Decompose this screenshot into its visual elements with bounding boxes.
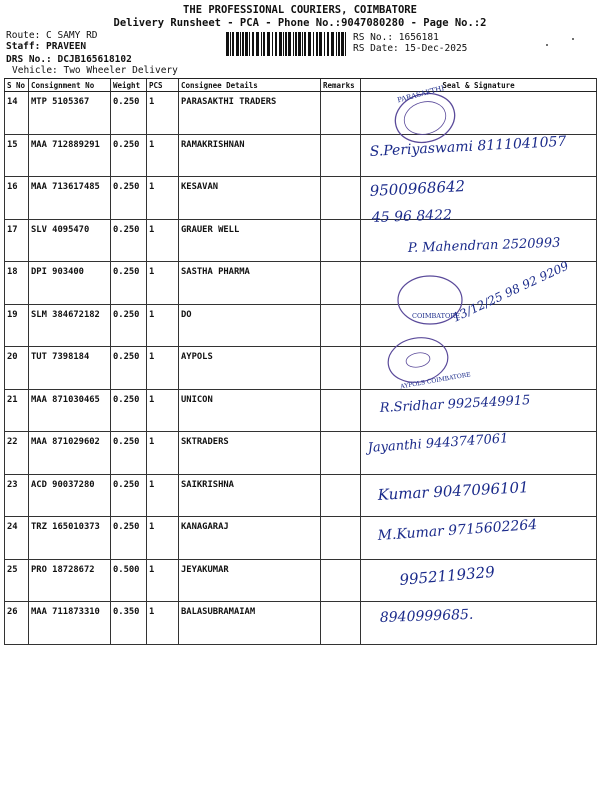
staff-label: Staff: PRAVEEN [6, 41, 87, 52]
row-signature [361, 92, 597, 135]
row-remarks [321, 517, 361, 560]
row-pcs: 1 [147, 134, 179, 177]
row-pcs: 1 [147, 432, 179, 475]
row-consignee: SKTRADERS [179, 432, 321, 475]
table-row [5, 474, 597, 517]
row-remarks [321, 559, 361, 602]
row-pcs: 1 [147, 219, 179, 262]
row-signature [361, 134, 597, 177]
row-weight: 0.250 [111, 177, 147, 220]
row-sno: 24 [5, 517, 29, 560]
col-consignment: Consignment No [29, 79, 111, 92]
row-consignment-no: TRZ 165010373 [29, 517, 111, 560]
row-remarks [321, 347, 361, 390]
row-consignment-no: DPI 903400 [29, 262, 111, 305]
row-consignment-no: SLV 4095470 [29, 219, 111, 262]
row-pcs: 1 [147, 304, 179, 347]
table-header-row [5, 79, 597, 92]
row-consignee: SASTHA PHARMA [179, 262, 321, 305]
row-weight: 0.250 [111, 432, 147, 475]
row-weight: 0.250 [111, 517, 147, 560]
row-remarks [321, 92, 361, 135]
runsheet-table [4, 78, 597, 645]
table-row [5, 92, 597, 135]
row-consignee: PARASAKTHI TRADERS [179, 92, 321, 135]
row-consignment-no: MAA 713617485 [29, 177, 111, 220]
row-weight: 0.250 [111, 134, 147, 177]
row-sno: 25 [5, 559, 29, 602]
row-consignment-no: MAA 711873310 [29, 602, 111, 645]
handwriting-24b: M.Kumar 9715602264 [377, 516, 538, 544]
row-consignee: DO [179, 304, 321, 347]
row-weight: 0.250 [111, 262, 147, 305]
stamp-text: PARASAKTHI [396, 84, 446, 105]
row-remarks [321, 177, 361, 220]
row-remarks [321, 389, 361, 432]
row-pcs: 1 [147, 517, 179, 560]
rs-date: RS Date: 15-Dec-2025 [353, 43, 468, 54]
row-sno: 21 [5, 389, 29, 432]
table-row [5, 602, 597, 645]
row-sno: 23 [5, 474, 29, 517]
handwriting-19: 13/12/25 98 92 9209 [450, 258, 571, 325]
row-signature [361, 262, 597, 305]
row-consignment-no: SLM 384672182 [29, 304, 111, 347]
speck-mark [546, 44, 548, 46]
row-consignment-no: ACD 90037280 [29, 474, 111, 517]
handwriting-24: Kumar 9047096101 [377, 478, 530, 504]
stamp-text: AYPOLS COIMBATORE [399, 371, 472, 391]
handwriting-16b: 45 96 8422 [371, 207, 453, 226]
row-sno: 20 [5, 347, 29, 390]
col-sno: S No [5, 79, 29, 92]
row-sno: 16 [5, 177, 29, 220]
row-pcs: 1 [147, 474, 179, 517]
row-remarks [321, 262, 361, 305]
col-weight: Weight [111, 79, 147, 92]
drs-number: DRS No.: DCJB165618102 [6, 54, 132, 65]
col-remarks: Remarks [321, 79, 361, 92]
rs-number: RS No.: 1656181 [353, 32, 439, 43]
row-consignee: BALASUBRAMAIAM [179, 602, 321, 645]
row-pcs: 1 [147, 177, 179, 220]
barcode-icon [226, 32, 350, 56]
table-row [5, 432, 597, 475]
table-row [5, 177, 597, 220]
row-signature [361, 474, 597, 517]
row-sno: 15 [5, 134, 29, 177]
row-remarks [321, 432, 361, 475]
row-signature [361, 177, 597, 220]
row-pcs: 1 [147, 92, 179, 135]
table-row [5, 517, 597, 560]
row-remarks [321, 304, 361, 347]
row-signature [361, 347, 597, 390]
col-signature: Seal & Signature [361, 79, 597, 92]
row-weight: 0.500 [111, 559, 147, 602]
row-pcs: 1 [147, 389, 179, 432]
row-signature [361, 559, 597, 602]
table-row [5, 347, 597, 390]
row-pcs: 1 [147, 347, 179, 390]
handwriting-16a: 9500968642 [369, 177, 466, 200]
row-signature [361, 304, 597, 347]
col-consignee: Consignee Details [179, 79, 321, 92]
row-consignment-no: MAA 712889291 [29, 134, 111, 177]
row-consignee: JEYAKUMAR [179, 559, 321, 602]
vehicle-label: Vehicle: Two Wheeler Delivery [12, 65, 178, 76]
table-row [5, 134, 597, 177]
table-row [5, 304, 597, 347]
row-consignee: SAIKRISHNA [179, 474, 321, 517]
row-sno: 19 [5, 304, 29, 347]
speck-mark [572, 38, 574, 40]
handwriting-18: P. Mahendran 2520993 [407, 235, 561, 256]
row-weight: 0.250 [111, 219, 147, 262]
table-row [5, 389, 597, 432]
row-consignment-no: PRO 18728672 [29, 559, 111, 602]
row-weight: 0.250 [111, 92, 147, 135]
row-consignment-no: MAA 871029602 [29, 432, 111, 475]
row-consignee: KANAGARAJ [179, 517, 321, 560]
row-consignment-no: MTP 5105367 [29, 92, 111, 135]
row-weight: 0.250 [111, 389, 147, 432]
row-remarks [321, 219, 361, 262]
row-consignee: UNICON [179, 389, 321, 432]
row-signature [361, 389, 597, 432]
table-row [5, 262, 597, 305]
row-consignment-no: MAA 871030465 [29, 389, 111, 432]
row-remarks [321, 134, 361, 177]
row-pcs: 1 [147, 262, 179, 305]
company-name: THE PROFESSIONAL COURIERS, COIMBATORE [183, 4, 417, 16]
row-pcs: 1 [147, 602, 179, 645]
stamp-text: COIMBATORE [412, 312, 460, 320]
table-row [5, 219, 597, 262]
handwriting-25: 9952119329 [398, 562, 496, 589]
row-pcs: 1 [147, 559, 179, 602]
row-signature [361, 219, 597, 262]
row-weight: 0.250 [111, 474, 147, 517]
handwriting-26: 8940999685. [379, 606, 474, 626]
row-remarks [321, 474, 361, 517]
row-sno: 14 [5, 92, 29, 135]
row-signature [361, 517, 597, 560]
row-signature [361, 602, 597, 645]
handwriting-21: R.Sridhar 9925449915 [379, 393, 531, 416]
row-signature [361, 432, 597, 475]
row-weight: 0.250 [111, 347, 147, 390]
row-consignee: RAMAKRISHNAN [179, 134, 321, 177]
row-consignee: AYPOLS [179, 347, 321, 390]
handwriting-23: Jayanthi 9443747061 [367, 431, 509, 456]
row-consignee: KESAVAN [179, 177, 321, 220]
row-sno: 22 [5, 432, 29, 475]
row-sno: 26 [5, 602, 29, 645]
col-pcs: PCS [147, 79, 179, 92]
row-sno: 17 [5, 219, 29, 262]
row-weight: 0.250 [111, 304, 147, 347]
route-label: Route: C SAMY RD [6, 30, 98, 41]
runsheet-subtitle: Delivery Runsheet - PCA - Phone No.:9047080280 - Page No.:2 [113, 17, 487, 29]
row-consignee: GRAUER WELL [179, 219, 321, 262]
document-title [0, 4, 600, 29]
row-consignment-no: TUT 7398184 [29, 347, 111, 390]
row-weight: 0.350 [111, 602, 147, 645]
table-row [5, 559, 597, 602]
handwriting-15: S.Periyaswami 8111041057 [369, 133, 567, 160]
row-remarks [321, 602, 361, 645]
row-sno: 18 [5, 262, 29, 305]
